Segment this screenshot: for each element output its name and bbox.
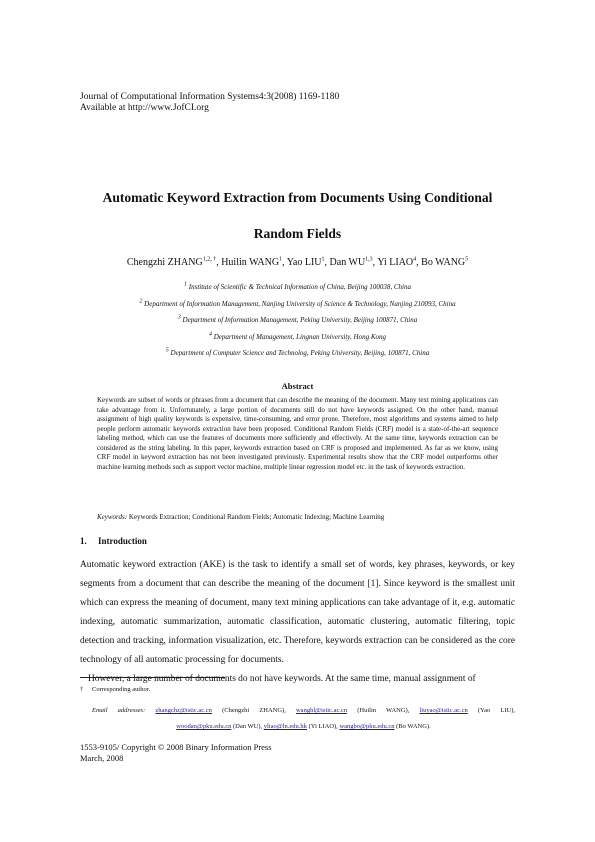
section-heading: [80, 536, 147, 546]
author: Dan WU$^{1,3}$,: [329, 256, 378, 268]
copyright-footer: [80, 742, 272, 764]
dagger-mark: †: [80, 686, 84, 693]
paragraph: Automatic keyword extraction (AKE) is the task to identify a small set of words, key phrases, keywords, or key segments from a document that can describe the meaning of the document [1]. Since keyword is the smallest unit which can express the meaning of document, many text mining applications can take advantage of it, e.g. automatic indexing, automatic summarization, automatic classification, automatic clustering, automatic filtering, topic detection and tracking, information visualization, etc. Therefore, keywords extraction can be considered as the core technology of all automatic processing for documents.: [80, 560, 515, 665]
author: Huilin WANG$^1$,: [221, 256, 287, 268]
author: Yao LIU$^1$,: [286, 256, 330, 268]
footnote-emails: [92, 703, 515, 735]
email-link[interactable]: woodan@pku.edu.cn: [176, 723, 232, 730]
keywords-text: Keywords Extraction; Conditional Random Fields; Automatic Indexing; Machine Learning: [127, 513, 385, 521]
section-number: 1.: [80, 536, 87, 546]
email-link[interactable]: liuyao@istic.ac.cn: [419, 707, 468, 714]
paper-title: [60, 180, 535, 252]
author: Bo WANG$^5$: [421, 256, 469, 268]
section-title: Introduction: [98, 536, 147, 546]
author: Yi LIAO$^4$,: [377, 256, 422, 268]
copyright-line: 1553-9105/ Copyright © 2008 Binary Information Press: [80, 742, 272, 752]
body-text: [80, 556, 515, 689]
journal-url: Available at http://www.JofCI.org: [80, 103, 209, 113]
keywords-line: [97, 513, 498, 521]
author: Chengzhi $ZHANG^{1,2, \dagger}$,: [126, 256, 222, 268]
email-link[interactable]: yliao@ln.edu.hk: [263, 723, 307, 730]
email-line: Email addresses: zhangchz@istic.ac.cn (Chengzhi ZHANG), wanghl@istic.ac.cn (Huilin WANG), liuyao@istic.ac.cn (Yao LIU),: [92, 707, 515, 714]
abstract-text: Keywords are subset of words or phrases from a document that can describe the meaning of the document. Many text mining applications can take advantage from it. Unfortunately, a large portion of documents still do not have keywords assigned. On the other hand, manual assignment of high quality keywords is expensive, time-consuming, and error prone. Therefore, most algorithms and systems aimed to help people perform automatic keywords extraction have been proposed. Conditional Random Fields (CRF) model is a state-of-the-art sequence labeling method, which can use the features of documents more sufficiently and effectively. At the same time, keywords extraction can be considered as the string labeling. In this paper, keywords extraction based on CRF is proposed and implemented. As far as we know, using CRF model in keyword extraction has not been investigated previously. Experimental results show that the CRF model outperforms other machine learning methods such as support vector machine, multiple linear regression model etc. in the task of keywords extraction.: [97, 396, 498, 471]
email-line: woodan@pku.edu.cn (Dan WU), yliao@ln.edu.hk (Yi LIAO), wangbo@pku.edu.cn (Bo WANG).: [176, 723, 431, 730]
affiliation-list: [60, 283, 535, 366]
footnote-corresponding: † Corresponding author.: [80, 686, 151, 693]
email-label: Email addresses:: [92, 707, 146, 714]
journal-header: [80, 92, 339, 114]
paragraph: However, a large number of documents do not have keywords. At the same time, manual assignment of: [88, 674, 476, 684]
author-list: [60, 257, 535, 268]
affiliation: $^4$ Department of Management, Lingnan University, Hong Kong: [208, 331, 386, 341]
title-line-1: Automatic Keyword Extraction from Documents Using Conditional: [102, 190, 493, 205]
title-line-2: Random Fields: [253, 226, 342, 241]
email-link[interactable]: zhangchz@istic.ac.cn: [155, 707, 212, 714]
keywords-label: Keywords:: [97, 513, 128, 521]
affiliation: $^2$ Department of Information Management, Nanjing University of Science & Technology, Nanjing 210093, China: [139, 298, 456, 308]
abstract-heading: Abstract: [281, 381, 314, 391]
journal-citation: Journal of Computational Information Systems4:3(2008) 1169-1180: [80, 92, 340, 102]
publication-date: March, 2008: [80, 753, 124, 763]
email-link[interactable]: wanghl@istic.ac.cn: [295, 707, 348, 714]
affiliation: $^3$ Department of Information Management, Peking University, Beijing 100871, China: [177, 314, 418, 324]
affiliation: $^5$ Department of Computer Science and Technolog, Peking University, Beijing, 100871, China: [165, 347, 430, 357]
affiliation: $^1$ Institute of Scientific & Technical Information of China, Beijing 100038, China: [184, 281, 411, 291]
footnote-rule: [80, 677, 225, 678]
email-link[interactable]: wangbo@pku.edu.cn: [339, 723, 395, 730]
